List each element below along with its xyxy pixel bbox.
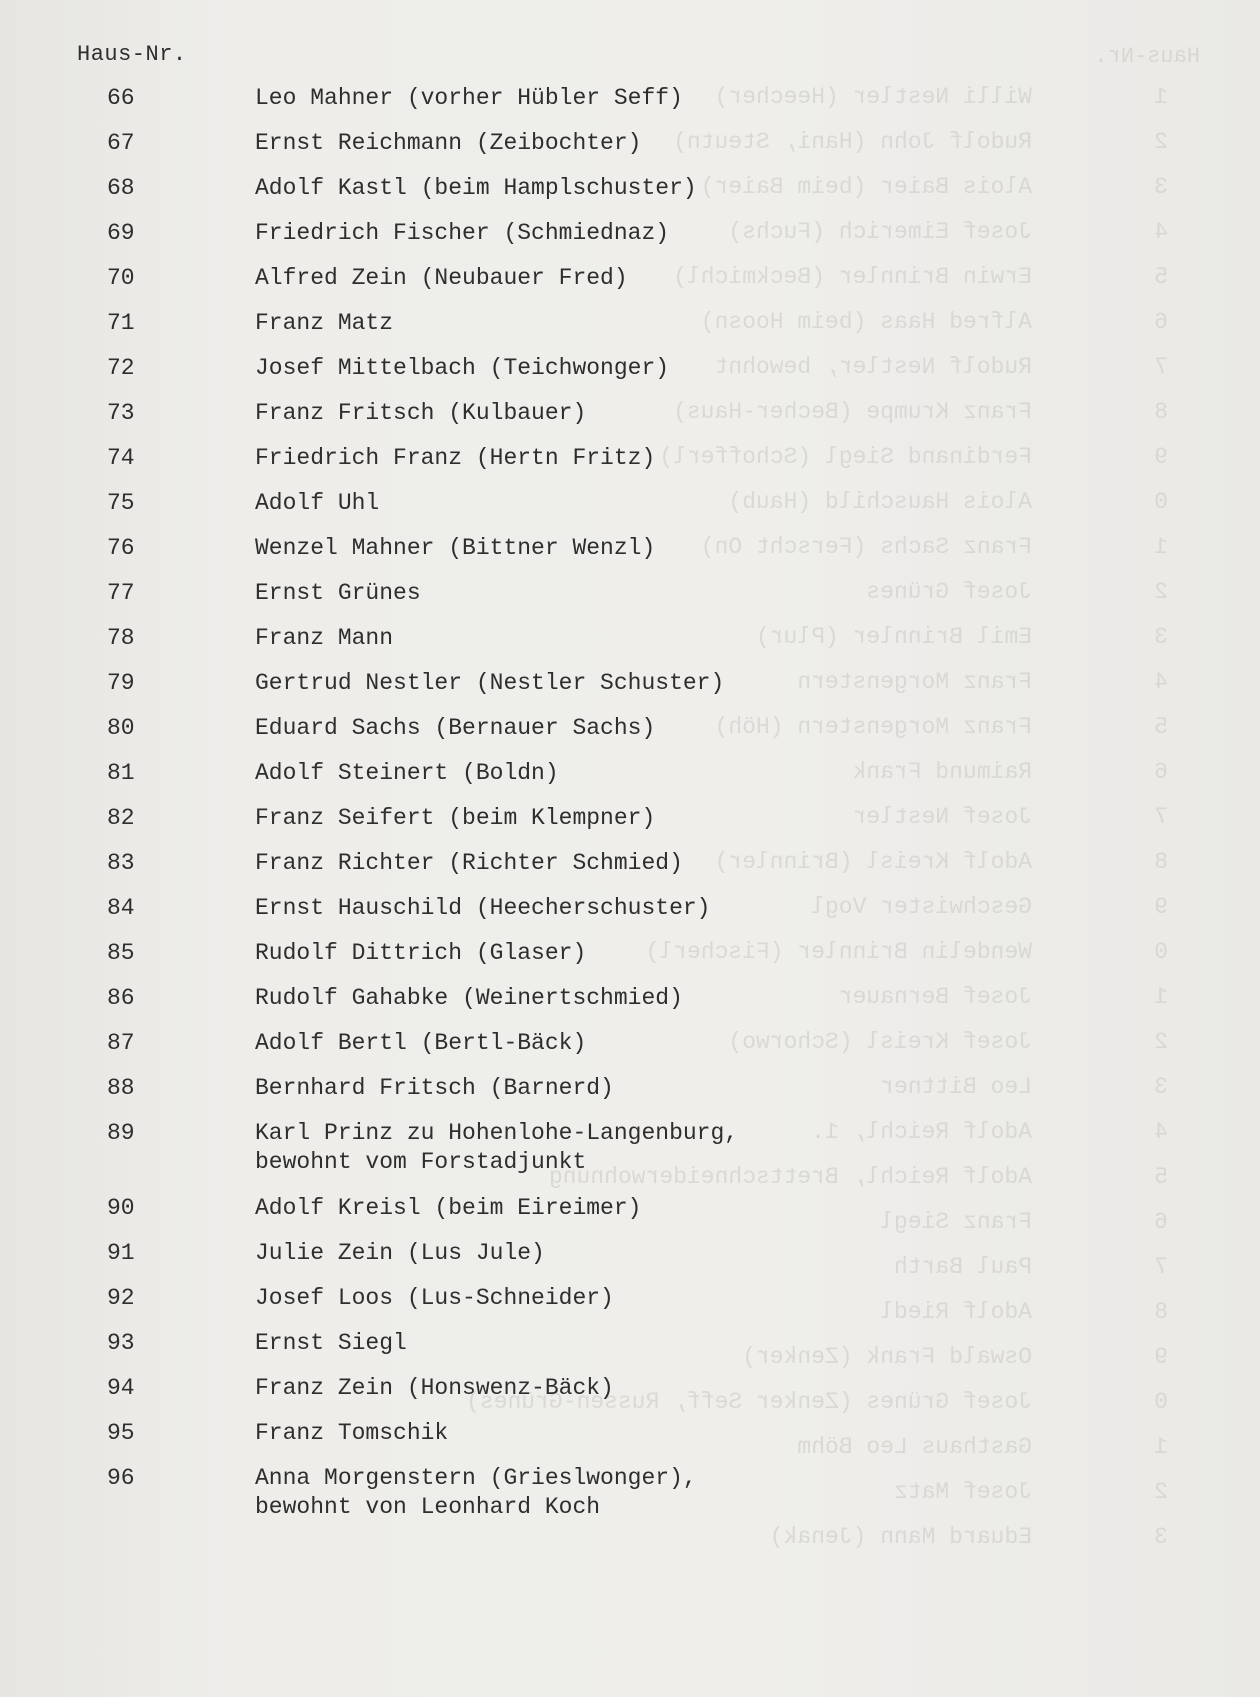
house-number: 95 bbox=[107, 1420, 135, 1446]
resident-name: Julie Zein (Lus Jule) bbox=[255, 1240, 545, 1266]
house-number: 80 bbox=[107, 715, 135, 741]
house-number: 67 bbox=[107, 130, 135, 156]
list-item bbox=[0, 573, 1260, 618]
column-header-haus-nr: Haus-Nr. bbox=[77, 42, 187, 67]
resident-name: Eduard Sachs (Bernauer Sachs) bbox=[255, 715, 656, 741]
resident-name: Anna Morgenstern (Grieslwonger), bewohnt von Leonhard Koch bbox=[255, 1465, 697, 1520]
resident-name: Bernhard Fritsch (Barnerd) bbox=[255, 1075, 614, 1101]
resident-name: Franz Fritsch (Kulbauer) bbox=[255, 400, 587, 426]
list-item bbox=[0, 1113, 1260, 1188]
resident-name: Wenzel Mahner (Bittner Wenzl) bbox=[255, 535, 656, 561]
house-number: 92 bbox=[107, 1285, 135, 1311]
house-number: 91 bbox=[107, 1240, 135, 1266]
house-number: 79 bbox=[107, 670, 135, 696]
list-item bbox=[0, 1188, 1260, 1233]
resident-name: Franz Mann bbox=[255, 625, 394, 651]
list-item bbox=[0, 1458, 1260, 1533]
list-item bbox=[0, 78, 1260, 123]
list-item bbox=[0, 933, 1260, 978]
show-through-reverse-side: Haus-Nr. 1 Willi Nestler (Heecher) 2 Rudolf John (Hani, Steutn) 3 Alois Baier (beim Baier) 4 Josef Eimerich (Fuchs) 5 Erwin Brinnler (Beckmichl) 6 Alfred Haas (beim Hoosn) 7 Rudolf Nestler, bewohnt 8 Franz Krumpe (Becher-Haus) 9 Ferdinand Siegl (Schofferl) 0 Alois Hauschild (Haub) 1 Franz Sachs (Ferscht On) 2 Josef Grünes 3 Emil Brinnler (Plur) 4 Franz Morgenstern 5 Franz Morgenstern (Höh) 6 Raimund Frank 7 Josef Nestler 8 Adolf Kreisl (Brinnler) 9 Geschwister Vogl 0 Wendelin Brinnler (Fischerl) 1 Josef Bernauer 2 Josef Kreisl (Schorwo) 3 Leo Bittner 4 Adolf Reichl, 1. 5 Adolf Reichl, Brettschneiderwohnung 6 Franz Siegl 7 Paul Barth 8 Adolf Riedl 9 Oswald Frank (Zenker) 0 Josef Grünes (Zenker Seff, Russen-Grünes) 1 Gasthaus Leo Böhm 2 Josef Matz 3 Eduard Mann (Jenak) bbox=[466, 44, 1200, 1550]
house-number: 68 bbox=[107, 175, 135, 201]
resident-name: Franz Zein (Honswenz-Bäck) bbox=[255, 1375, 614, 1401]
resident-name: Friedrich Franz (Hertn Fritz) bbox=[255, 445, 656, 471]
house-number: 88 bbox=[107, 1075, 135, 1101]
house-number: 66 bbox=[107, 85, 135, 111]
list-item bbox=[0, 168, 1260, 213]
house-number: 96 bbox=[107, 1465, 135, 1491]
house-number: 69 bbox=[107, 220, 135, 246]
house-number: 94 bbox=[107, 1375, 135, 1401]
list-item bbox=[0, 303, 1260, 348]
list-item bbox=[0, 1368, 1260, 1413]
house-number: 82 bbox=[107, 805, 135, 831]
resident-name: Franz Seifert (beim Klempner) bbox=[255, 805, 656, 831]
resident-name: Josef Loos (Lus-Schneider) bbox=[255, 1285, 614, 1311]
house-list bbox=[0, 78, 1260, 1533]
list-item bbox=[0, 393, 1260, 438]
house-number: 78 bbox=[107, 625, 135, 651]
resident-name: Gertrud Nestler (Nestler Schuster) bbox=[255, 670, 725, 696]
house-number: 83 bbox=[107, 850, 135, 876]
resident-name: Ernst Siegl bbox=[255, 1330, 407, 1356]
list-item bbox=[0, 1023, 1260, 1068]
resident-name: Adolf Kreisl (beim Eireimer) bbox=[255, 1195, 642, 1221]
resident-name: Franz Tomschik bbox=[255, 1420, 449, 1446]
house-number: 76 bbox=[107, 535, 135, 561]
house-number: 72 bbox=[107, 355, 135, 381]
list-item bbox=[0, 483, 1260, 528]
list-item bbox=[0, 1323, 1260, 1368]
house-number: 93 bbox=[107, 1330, 135, 1356]
resident-name: Adolf Bertl (Bertl-Bäck) bbox=[255, 1030, 587, 1056]
list-item bbox=[0, 528, 1260, 573]
list-item bbox=[0, 1278, 1260, 1323]
house-number: 84 bbox=[107, 895, 135, 921]
house-number: 86 bbox=[107, 985, 135, 1011]
house-number: 71 bbox=[107, 310, 135, 336]
list-item bbox=[0, 618, 1260, 663]
house-number: 73 bbox=[107, 400, 135, 426]
list-item bbox=[0, 753, 1260, 798]
resident-name: Alfred Zein (Neubauer Fred) bbox=[255, 265, 628, 291]
house-number: 87 bbox=[107, 1030, 135, 1056]
resident-name: Ernst Reichmann (Zeibochter) bbox=[255, 130, 642, 156]
house-number: 90 bbox=[107, 1195, 135, 1221]
resident-name: Rudolf Gahabke (Weinertschmied) bbox=[255, 985, 683, 1011]
resident-name: Adolf Uhl bbox=[255, 490, 380, 516]
house-number: 77 bbox=[107, 580, 135, 606]
resident-name: Karl Prinz zu Hohenlohe-Langenburg, bewohnt vom Forstadjunkt bbox=[255, 1120, 739, 1175]
resident-name: Franz Richter (Richter Schmied) bbox=[255, 850, 683, 876]
house-number: 81 bbox=[107, 760, 135, 786]
list-item bbox=[0, 663, 1260, 708]
list-item bbox=[0, 798, 1260, 843]
resident-name: Franz Matz bbox=[255, 310, 394, 336]
list-item bbox=[0, 1068, 1260, 1113]
list-item bbox=[0, 978, 1260, 1023]
house-number: 74 bbox=[107, 445, 135, 471]
resident-name: Josef Mittelbach (Teichwonger) bbox=[255, 355, 670, 381]
resident-name: Friedrich Fischer (Schmiednaz) bbox=[255, 220, 670, 246]
list-item bbox=[0, 438, 1260, 483]
resident-name: Ernst Hauschild (Heecherschuster) bbox=[255, 895, 711, 921]
house-number: 70 bbox=[107, 265, 135, 291]
house-number: 85 bbox=[107, 940, 135, 966]
house-number: 89 bbox=[107, 1120, 135, 1146]
list-item bbox=[0, 843, 1260, 888]
list-item bbox=[0, 123, 1260, 168]
list-item bbox=[0, 258, 1260, 303]
list-item bbox=[0, 1233, 1260, 1278]
list-item bbox=[0, 1413, 1260, 1458]
resident-name: Adolf Kastl (beim Hamplschuster) bbox=[255, 175, 697, 201]
resident-name: Ernst Grünes bbox=[255, 580, 421, 606]
list-item bbox=[0, 213, 1260, 258]
list-item bbox=[0, 888, 1260, 933]
resident-name: Adolf Steinert (Boldn) bbox=[255, 760, 559, 786]
resident-name: Leo Mahner (vorher Hübler Seff) bbox=[255, 85, 683, 111]
house-number: 75 bbox=[107, 490, 135, 516]
list-item bbox=[0, 708, 1260, 753]
list-item bbox=[0, 348, 1260, 393]
resident-name: Rudolf Dittrich (Glaser) bbox=[255, 940, 587, 966]
